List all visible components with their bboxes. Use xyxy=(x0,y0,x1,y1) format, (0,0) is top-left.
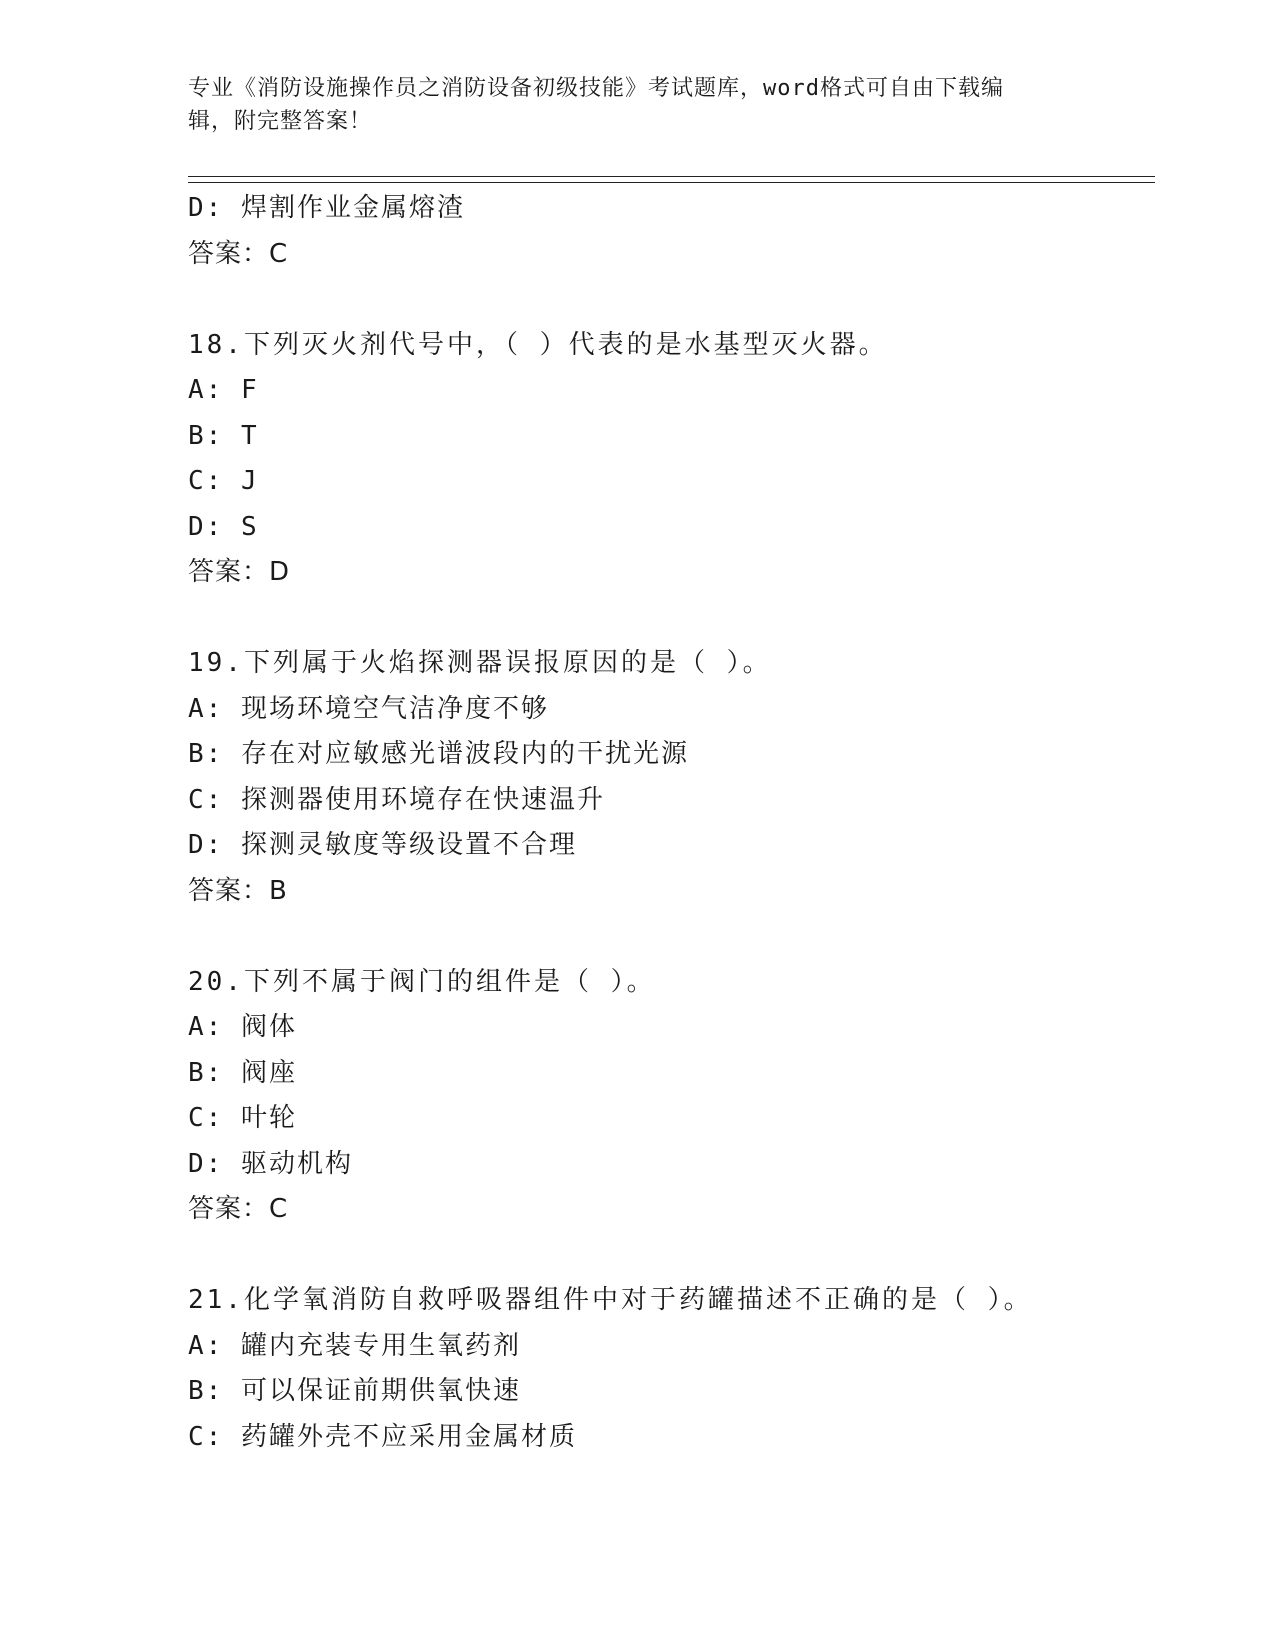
header-title-line-1: 专业《消防设施操作员之消防设备初级技能》考试题库，word格式可自由下载编 xyxy=(188,76,1004,101)
question-19 xyxy=(188,641,1148,914)
header-divider-bottom xyxy=(188,182,1155,183)
question-21 xyxy=(188,1278,1148,1460)
answer: 答案：C xyxy=(188,1194,289,1224)
answer: 答案：D xyxy=(188,557,291,587)
option-b: B: 阀座 xyxy=(188,1057,297,1088)
header-title-line-2: 辑，附完整答案！ xyxy=(188,109,373,134)
question-stem: 21.化学氧消防自救呼吸器组件中对于药罐描述不正确的是（ ）。 xyxy=(188,1285,1033,1315)
option-a: A: 现场环境空气洁净度不够 xyxy=(188,693,549,724)
option-a: A: 阀体 xyxy=(188,1012,297,1042)
option-d: D: 探测灵敏度等级设置不合理 xyxy=(188,830,577,860)
option-b: B: T xyxy=(188,420,259,451)
document-header xyxy=(188,72,1068,138)
option-c: C: J xyxy=(188,466,259,496)
option-b: B: 可以保证前期供氧快速 xyxy=(188,1376,521,1406)
question-stem: 19.下列属于火焰探测器误报原因的是（ ）。 xyxy=(188,648,772,678)
option-d: D: S xyxy=(188,511,259,542)
question-stem: 20.下列不属于阀门的组件是（ ）。 xyxy=(188,966,656,997)
option-c: C: 叶轮 xyxy=(188,1103,297,1133)
prev-question-option-d: D: 焊割作业金属熔渣 xyxy=(188,193,465,223)
spacer xyxy=(188,596,1148,642)
prev-question-answer: 答案：C xyxy=(188,238,289,269)
header-divider-top xyxy=(188,176,1155,177)
question-18 xyxy=(188,323,1148,596)
option-c: C: 探测器使用环境存在快速温升 xyxy=(188,784,605,815)
option-a: A: 罐内充装专用生氧药剂 xyxy=(188,1330,521,1361)
option-a: A: F xyxy=(188,375,259,405)
question-stem: 18.下列灭火剂代号中，（ ）代表的是水基型灭火器。 xyxy=(188,329,888,360)
question-20 xyxy=(188,960,1148,1233)
option-b: B: 存在对应敏感光谱波段内的干扰光源 xyxy=(188,739,689,769)
answer: 答案：B xyxy=(188,875,288,906)
question-list xyxy=(188,186,1148,1460)
spacer xyxy=(188,277,1148,323)
spacer xyxy=(188,1233,1148,1279)
spacer xyxy=(188,914,1148,960)
option-d: D: 驱动机构 xyxy=(188,1148,353,1179)
option-c: C: 药罐外壳不应采用金属材质 xyxy=(188,1421,577,1452)
